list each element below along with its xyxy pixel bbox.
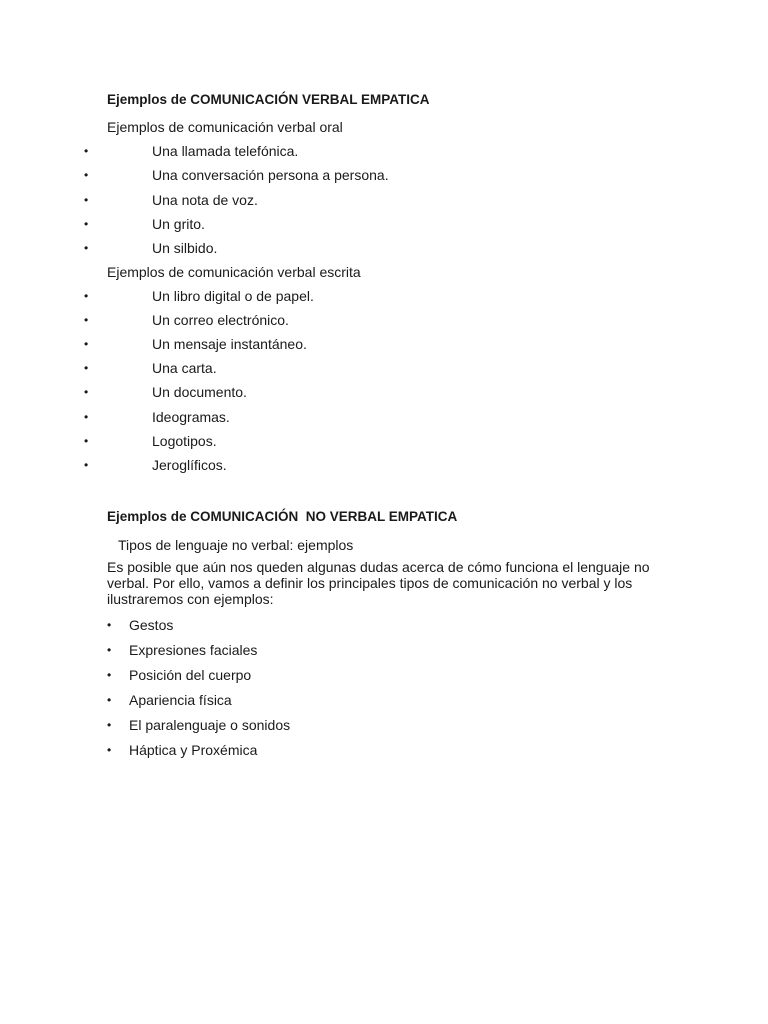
section2-title: Ejemplos de COMUNICACIÓN NO VERBAL EMPATICA	[107, 509, 458, 524]
list-item-text: Expresiones faciales	[129, 642, 258, 658]
bullet-icon: •	[84, 313, 89, 328]
bullet-icon: •	[84, 192, 89, 207]
bullet-icon: •	[84, 144, 89, 158]
list-item-text: Un libro digital o de papel.	[152, 288, 314, 304]
bullet-icon: •	[107, 643, 112, 657]
bullet-icon: •	[107, 743, 112, 757]
section1-title: Ejemplos de COMUNICACIÓN VERBAL EMPATICA	[107, 92, 430, 107]
list-item-text: Ideogramas.	[152, 408, 230, 425]
bullet-icon: •	[84, 457, 89, 472]
list-item-text: Una conversación persona a persona.	[152, 167, 389, 184]
bullet-icon: •	[84, 241, 89, 256]
bullet-icon: •	[107, 618, 112, 632]
list-item-text: Un silbido.	[152, 240, 218, 257]
list-item-text: Gestos	[129, 617, 174, 633]
list-item-text: Una llamada telefónica.	[152, 143, 299, 159]
oral-heading: Ejemplos de comunicación verbal oral	[107, 119, 343, 135]
list-item-text: Un correo electrónico.	[152, 312, 289, 329]
bullet-icon: •	[84, 337, 89, 352]
bullet-icon: •	[84, 168, 89, 183]
list-item-text: Un grito.	[152, 215, 205, 232]
bullet-icon: •	[84, 433, 89, 448]
list-item-text: Posición del cuerpo	[129, 667, 252, 683]
bullet-icon: •	[107, 718, 112, 732]
list-item-text: Jeroglíficos.	[152, 456, 227, 473]
written-heading: Ejemplos de comunicación verbal escrita	[107, 264, 361, 280]
bullet-icon: •	[84, 361, 89, 376]
list-item-text: Una nota de voz.	[152, 191, 258, 208]
list-item-text: Háptica y Proxémica	[129, 742, 258, 758]
bullet-icon: •	[107, 668, 112, 682]
list-item-text: Logotipos.	[152, 432, 217, 449]
list-item-text: Un documento.	[152, 384, 247, 401]
list-item-text: Una carta.	[152, 360, 217, 377]
bullet-icon: •	[84, 385, 89, 400]
list-item-text: El paralenguaje o sonidos	[129, 717, 291, 733]
bullet-icon: •	[84, 216, 89, 231]
section2-subtitle: Tipos de lenguaje no verbal: ejemplos	[118, 537, 354, 553]
bullet-icon: •	[84, 409, 89, 424]
bullet-icon: •	[84, 289, 89, 303]
list-item-text: Un mensaje instantáneo.	[152, 336, 307, 353]
section2-paragraph: Es posible que aún nos queden algunas dudas acerca de cómo funciona el lenguaje no verbal. Por ello, vamos a definir los principales tipos de comunicación no verbal y los ilustraremos con ejemplos:	[107, 559, 650, 607]
list-item-text: Apariencia física	[129, 692, 232, 708]
bullet-icon: •	[107, 693, 112, 707]
